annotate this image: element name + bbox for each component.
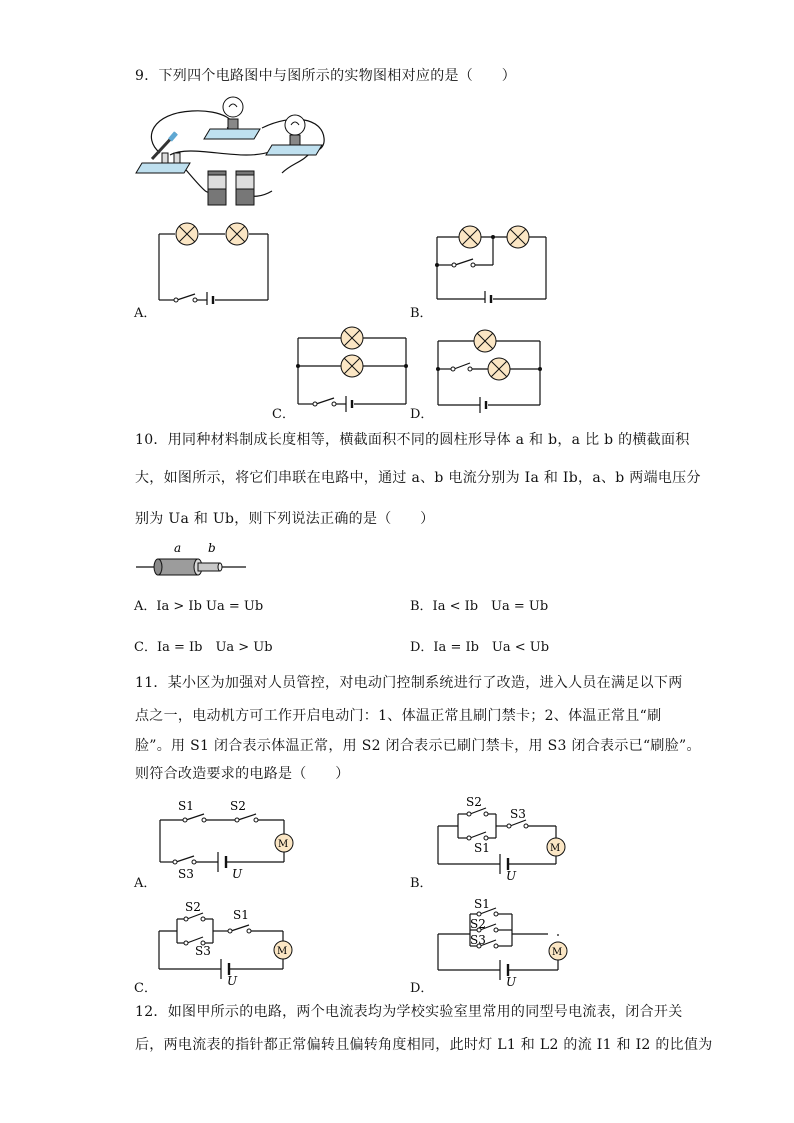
- svg-text:U: U: [506, 869, 517, 883]
- q9-option-b-label: B．: [410, 306, 433, 321]
- svg-text:U: U: [506, 975, 517, 989]
- svg-text:M: M: [552, 947, 563, 958]
- q10-stem-line1: 10．用同种材料制成长度相等，横截面积不同的圆柱形导体 a 和 b，a 比 b 的横截面积: [135, 432, 690, 448]
- lamp-icon: [341, 355, 363, 377]
- q10-option-d: D．Ia = Ib Ua < Ub: [410, 640, 550, 655]
- svg-text:S1: S1: [233, 908, 249, 922]
- q11-option-a-circuit: [156, 796, 296, 886]
- q11-option-b-label: B．: [410, 876, 433, 891]
- lamp-icon: [226, 223, 248, 245]
- q11-stem-line1: 11．某小区为加强对人员管控，对电动门控制系统进行了改造，进入人员在满足以下两: [135, 675, 683, 691]
- q11-option-d-label: D．: [410, 981, 434, 996]
- label-a: a: [174, 541, 182, 555]
- lamp-icon: [176, 223, 198, 245]
- q12-stem-line2: 后，两电流表的指针都正常偏转且偏转角度相同，此时灯 L1 和 L2 的流 I1 和 I2 的比值为: [135, 1037, 713, 1053]
- q10-conductor-figure: [136, 540, 248, 580]
- svg-text:S1: S1: [474, 841, 490, 855]
- motor-icon: [549, 942, 567, 960]
- q9-option-d-circuit: [434, 327, 546, 413]
- svg-text:S3: S3: [195, 944, 211, 958]
- svg-text:S3: S3: [510, 807, 526, 821]
- svg-text:M: M: [277, 946, 288, 957]
- motor-icon: [274, 941, 292, 959]
- svg-text:S1: S1: [474, 897, 490, 911]
- q9-option-d-label: D．: [410, 407, 434, 422]
- svg-text:S3: S3: [470, 933, 486, 947]
- q11-stem-line2: 点之一，电动机方可工作开启电动门：1、体温正常且刷门禁卡；2、体温正常且“刷: [135, 708, 662, 724]
- q11-stem-line4: 则符合改造要求的电路是（ ）: [135, 766, 350, 782]
- q9-stem: 9．下列四个电路图中与图所示的实物图相对应的是（ ）: [135, 68, 517, 84]
- q10-option-b: B．Ia < Ib Ua = Ub: [410, 599, 549, 614]
- svg-text:S1: S1: [178, 799, 194, 813]
- q11-option-c-circuit: [155, 897, 301, 989]
- q9-option-a-label: A．: [134, 306, 157, 321]
- q12-stem-line1: 12．如图甲所示的电路，两个电流表均为学校实验室里常用的同型号电流表，闭合开关: [135, 1004, 683, 1020]
- q11-stem-line3: 脸”。用 S1 闭合表示体温正常，用 S2 闭合表示已刷门禁卡，用 S3 闭合表示已“刷脸”。: [135, 738, 701, 754]
- q9-option-a-circuit: [155, 220, 273, 305]
- svg-text:U: U: [232, 867, 243, 881]
- lamp-icon: [459, 226, 481, 248]
- svg-text:S2: S2: [466, 795, 482, 809]
- svg-text:S2: S2: [470, 917, 486, 931]
- q9-option-c-circuit: [294, 324, 412, 414]
- q10-option-a: A．Ia > Ib Ua = Ub: [134, 599, 264, 614]
- label-b: b: [208, 541, 216, 555]
- svg-text:S2: S2: [185, 900, 201, 914]
- q11-option-d-circuit: [434, 896, 574, 990]
- svg-text:S3: S3: [178, 867, 194, 881]
- lamp-icon: [341, 327, 363, 349]
- svg-text:M: M: [278, 839, 289, 850]
- q10-stem-line2: 大，如图所示，将它们串联在电路中，通过 a、b 电流分别为 Ia 和 Ib，a、b 两端电压分: [135, 470, 701, 486]
- lamp-icon: [488, 358, 510, 380]
- q11-option-b-circuit: [434, 794, 574, 884]
- q10-option-c: C．Ia = Ib Ua > Ub: [134, 640, 273, 655]
- q9-option-b-circuit: [433, 223, 551, 303]
- q11-option-c-label: C．: [134, 981, 157, 996]
- motor-icon: [547, 838, 565, 856]
- motor-icon: [275, 834, 293, 852]
- lamp-icon: [474, 330, 496, 352]
- q10-stem-line3: 别为 Ua 和 Ub，则下列说法正确的是（ ）: [135, 511, 435, 527]
- svg-text:S2: S2: [230, 799, 246, 813]
- svg-text:M: M: [550, 843, 561, 854]
- q9-option-c-label: C．: [272, 407, 295, 422]
- q11-option-a-label: A．: [134, 876, 157, 891]
- lamp-icon: [507, 226, 529, 248]
- q9-physical-circuit-figure: [132, 93, 328, 211]
- svg-text:U: U: [227, 974, 238, 988]
